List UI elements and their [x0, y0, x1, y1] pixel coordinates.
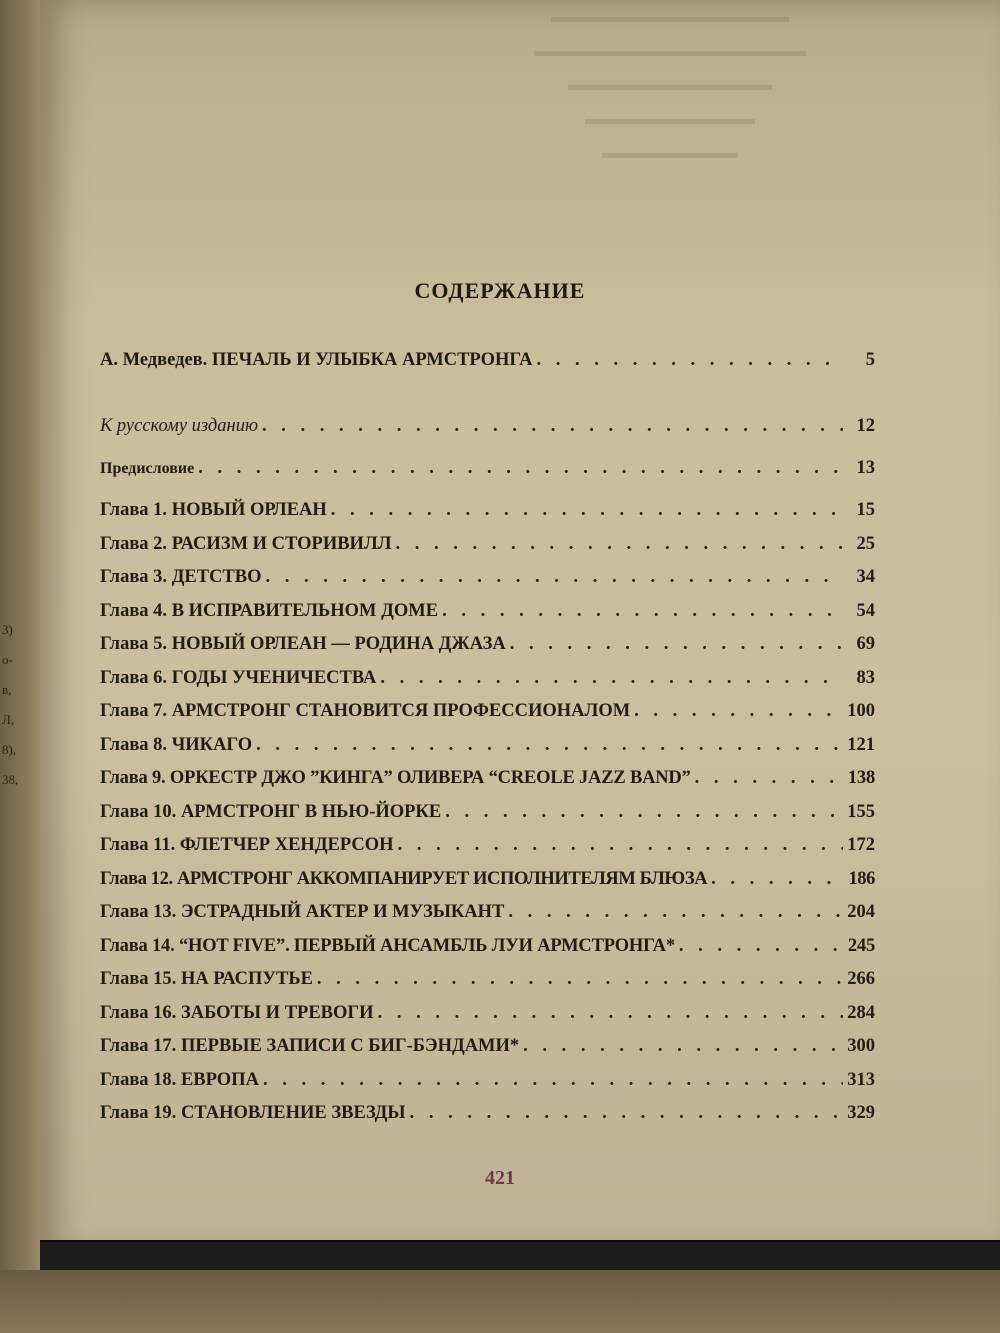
entry-title: В ИСПРАВИТЕЛЬНОМ ДОМЕ: [171, 600, 439, 621]
entry-title: НА РАСПУТЬЕ: [180, 969, 313, 989]
entry-label: Глава 18.: [100, 1069, 177, 1090]
toc-entry: [100, 802, 875, 836]
toc-entry: [100, 416, 875, 458]
dot-leader: [695, 768, 843, 789]
facing-page-fragment: 8),: [2, 742, 17, 757]
table-surface-bottom: [0, 1270, 1000, 1333]
toc-entry: [100, 458, 875, 500]
entry-page-number: 186: [848, 868, 875, 889]
entry-page-number: 100: [847, 701, 875, 721]
dot-leader: [256, 735, 843, 756]
table-of-contents: [100, 350, 875, 1137]
dot-leader: [380, 668, 843, 689]
facing-page-fragment: 38,: [2, 772, 19, 787]
entry-title: ФЛЕТЧЕР ХЕНДЕРСОН: [179, 835, 394, 855]
entry-label: Глава 17.: [100, 1036, 177, 1056]
toc-entry: [100, 869, 875, 903]
entry-label: Глава 7.: [100, 701, 168, 721]
entry-page-number: 25: [856, 533, 875, 554]
dot-leader: [508, 902, 843, 923]
dot-leader: [331, 500, 843, 521]
entry-label: Глава 9.: [100, 768, 166, 788]
toc-entry: [100, 936, 875, 970]
entry-page-number: 172: [847, 835, 875, 855]
entry-title: А. Медведев. ПЕЧАЛЬ И УЛЫБКА АРМСТРОНГА: [100, 350, 533, 370]
entry-label: Глава 13.: [100, 902, 177, 922]
toc-entry: [100, 768, 875, 802]
toc-entry: [100, 601, 875, 635]
entry-page-number: 266: [847, 969, 875, 989]
entry-title: АРМСТРОНГ СТАНОВИТСЯ ПРОФЕССИОНАЛОМ: [171, 701, 631, 721]
dot-leader: [523, 1036, 843, 1057]
dot-leader: [398, 835, 843, 856]
dot-leader: [378, 1003, 843, 1024]
facing-page-fragment: Л,: [2, 712, 15, 727]
entry-title: ЧИКАГО: [171, 734, 253, 755]
entry-title: НОВЫЙ ОРЛЕАН: [171, 500, 327, 520]
entry-title: ГОДЫ УЧЕНИЧЕСТВА: [171, 667, 377, 688]
toc-entry: [100, 1003, 875, 1037]
entry-title: К русскому изданию: [100, 416, 258, 436]
toc-entry: [100, 902, 875, 936]
entry-label: Глава 10.: [100, 801, 177, 822]
entry-page-number: 5: [865, 350, 875, 370]
entry-page-number: 155: [847, 801, 875, 822]
dot-leader: [317, 969, 843, 990]
dot-leader: [711, 869, 843, 890]
toc-entry: [100, 500, 875, 534]
entry-title: ОРКЕСТР ДЖО ”КИНГА” ОЛИВЕРА “CREOLE JAZZ BAND”: [169, 768, 691, 788]
toc-entry: [100, 634, 875, 668]
toc-entry: [100, 835, 875, 869]
entry-title: СТАНОВЛЕНИЕ ЗВЕЗДЫ: [180, 1103, 406, 1123]
facing-page-fragment: в,: [2, 682, 12, 697]
toc-entry: [100, 668, 875, 702]
entry-page-number: 329: [847, 1103, 875, 1123]
entry-title: НОВЫЙ ОРЛЕАН — РОДИНА ДЖАЗА: [171, 634, 506, 654]
entry-title: Предисловие: [100, 460, 195, 477]
entry-label: Глава 3.: [100, 567, 168, 587]
entry-page-number: 204: [847, 902, 875, 922]
entry-title: “HOT FIVE”. ПЕРВЫЙ АНСАМБЛЬ ЛУИ АРМСТРОНГА*: [178, 935, 675, 956]
toc-entry: [100, 567, 875, 601]
entry-page-number: 300: [847, 1036, 875, 1056]
toc-title: СОДЕРЖАНИЕ: [414, 278, 586, 303]
toc-entry: [100, 1036, 875, 1070]
entry-label: Глава 19.: [100, 1103, 177, 1123]
facing-page-fragment: 3): [2, 622, 13, 637]
toc-entry: [100, 1070, 875, 1104]
toc-entry: [100, 969, 875, 1003]
toc-entry: [100, 350, 875, 416]
dot-leader: [262, 416, 843, 437]
entry-label: Глава 15.: [100, 969, 177, 989]
entry-page-number: 284: [847, 1002, 875, 1023]
dot-leader: [263, 1070, 843, 1091]
entry-label: Глава 14.: [100, 935, 175, 956]
entry-title: ЕВРОПА: [180, 1069, 259, 1090]
entry-page-number: 34: [856, 567, 875, 587]
bleed-through-texture: ▬▬▬▬▬▬▬▬▬▬▬▬▬▬ ▬▬▬▬▬▬▬▬▬▬▬▬▬▬▬▬ ▬▬▬▬▬▬▬▬▬▬▬▬ ▬▬▬▬▬▬▬▬▬▬ ▬▬▬▬▬▬▬▬: [534, 7, 806, 162]
dot-leader: [679, 936, 843, 957]
dot-leader: [442, 601, 843, 622]
entry-title: АРМСТРОНГ АККОМПАНИРУЕТ ИСПОЛНИТЕЛЯМ БЛЮЗА: [176, 868, 708, 889]
entry-label: Глава 4.: [100, 600, 168, 621]
dot-leader: [510, 634, 843, 655]
entry-title: ЭСТРАДНЫЙ АКТЕР И МУЗЫКАНТ: [180, 902, 505, 922]
entry-label: Глава 16.: [100, 1002, 177, 1023]
entry-title: ЗАБОТЫ И ТРЕВОГИ: [180, 1002, 374, 1023]
dot-leader: [198, 458, 843, 479]
book-cover-edge: [40, 1240, 1000, 1272]
facing-page-edge: [0, 0, 40, 1333]
entry-title: РАСИЗМ И СТОРИВИЛЛ: [171, 533, 392, 554]
entry-page-number: 15: [856, 500, 875, 520]
entry-title: АРМСТРОНГ В НЬЮ-ЙОРКЕ: [180, 801, 442, 822]
entry-label: Глава 6.: [100, 667, 168, 688]
entry-label: Глава 11.: [100, 835, 176, 855]
entry-page-number: 245: [847, 935, 875, 956]
dot-leader: [634, 701, 843, 722]
dot-leader: [537, 350, 843, 371]
dot-leader: [445, 802, 843, 823]
entry-page-number: 138: [847, 768, 875, 788]
facing-page-fragment: о-: [2, 652, 13, 667]
entry-page-number: 13: [856, 458, 875, 478]
entry-page-number: 12: [856, 416, 875, 436]
entry-label: Глава 5.: [100, 634, 168, 654]
toc-entry: [100, 534, 875, 568]
entry-page-number: 83: [856, 667, 875, 688]
entry-page-number: 313: [847, 1069, 875, 1090]
entry-page-number: 54: [856, 600, 875, 621]
entry-page-number: 69: [856, 634, 875, 654]
entry-page-number: 121: [847, 734, 875, 755]
dot-leader: [396, 534, 843, 555]
entry-label: Глава 12.: [100, 868, 173, 889]
toc-entry: [100, 1103, 875, 1137]
dot-leader: [410, 1103, 843, 1124]
entry-label: Глава 1.: [100, 500, 168, 520]
page-number: 421: [485, 1167, 515, 1189]
toc-entry: [100, 735, 875, 769]
toc-entry: [100, 701, 875, 735]
entry-title: ДЕТСТВО: [171, 567, 262, 587]
entry-label: Глава 8.: [100, 734, 168, 755]
entry-label: Глава 2.: [100, 533, 168, 554]
dot-leader: [266, 567, 843, 588]
entry-title: ПЕРВЫЕ ЗАПИСИ С БИГ-БЭНДАМИ*: [180, 1036, 520, 1056]
